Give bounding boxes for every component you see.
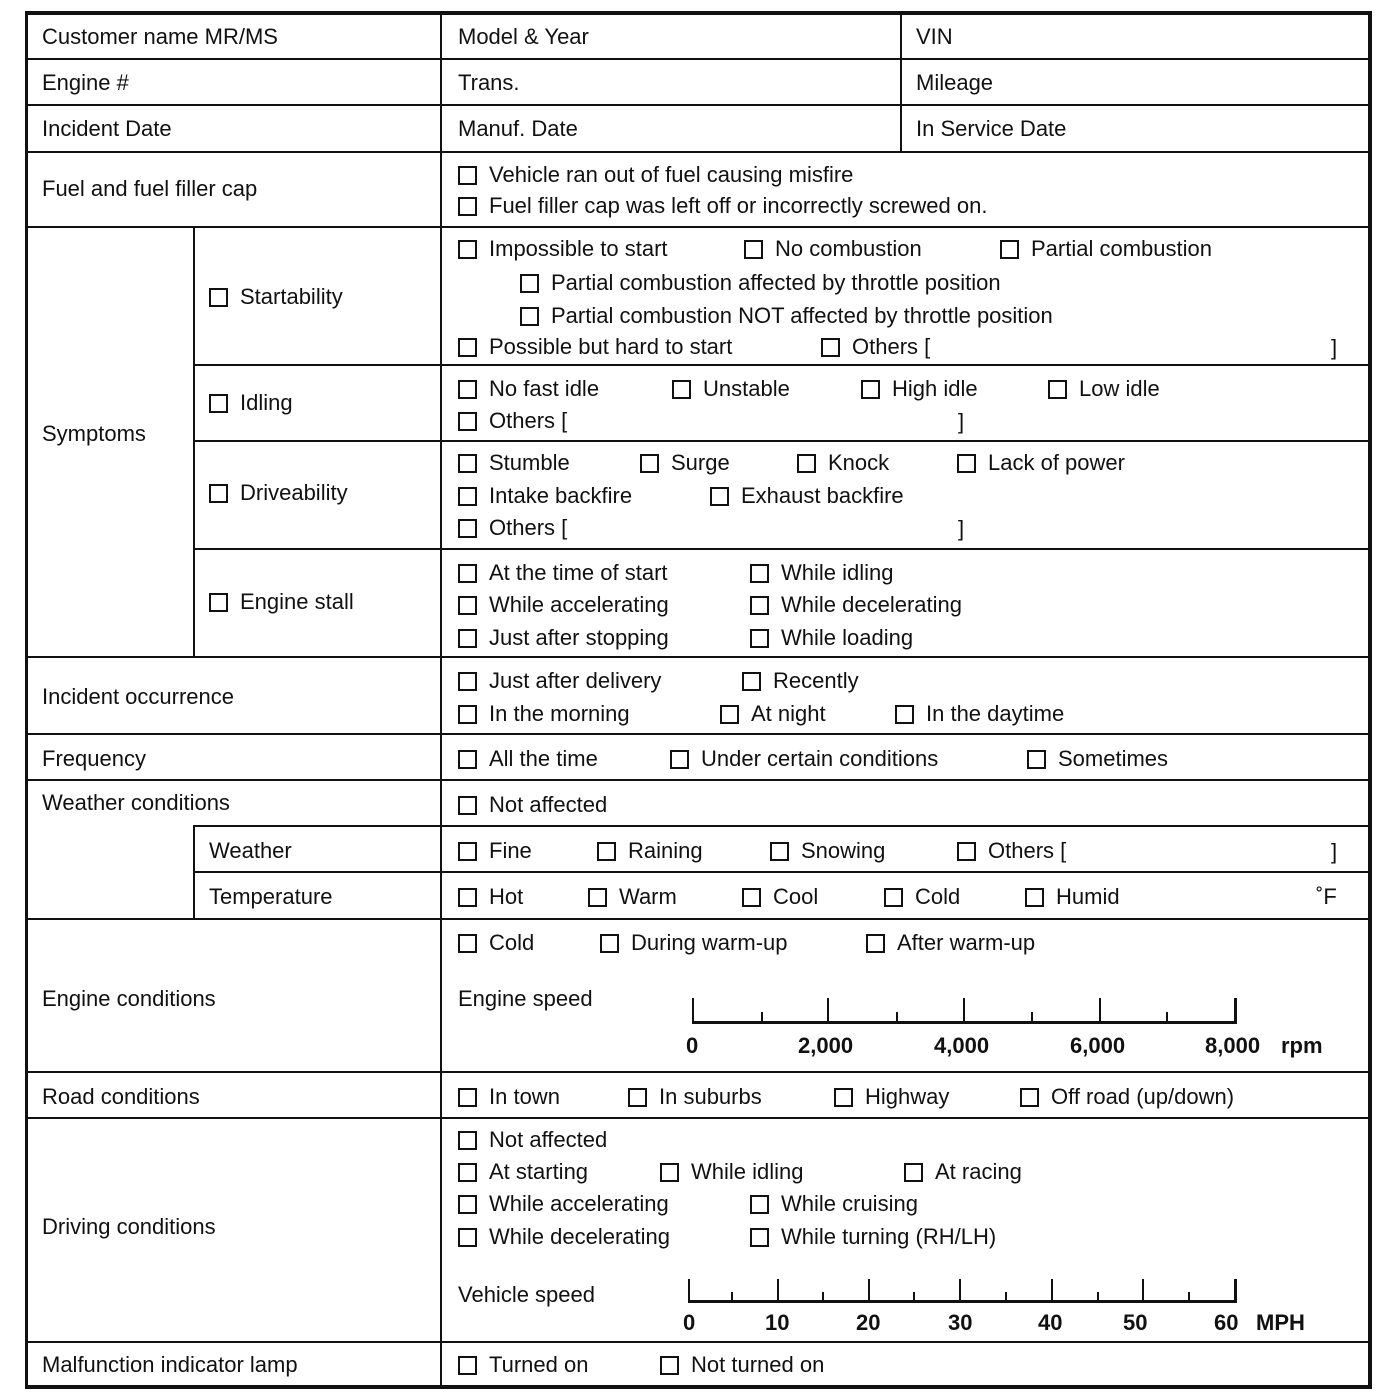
checkbox-label: While turning (RH/LH) [781, 1224, 997, 1249]
mph-unit: MPH [1256, 1310, 1305, 1335]
row-divider [25, 656, 1372, 658]
checkbox-box[interactable] [884, 888, 903, 907]
checkbox-label: Others [ [489, 515, 568, 540]
rpm-tick-major [692, 998, 694, 1023]
checkbox-box[interactable] [1025, 888, 1044, 907]
weather-label: Weather [209, 838, 292, 863]
checkbox-box[interactable] [742, 888, 761, 907]
symptoms-label: Symptoms [42, 421, 146, 446]
no-combustion-checkbox[interactable] [744, 236, 922, 262]
mph-tick-minor [731, 1292, 733, 1302]
mph-tick-label: 40 [1038, 1310, 1063, 1335]
startability-others-checkbox[interactable] [821, 334, 930, 360]
sub-row-divider [193, 364, 1372, 366]
checkbox-box[interactable] [458, 1195, 477, 1214]
intake-backfire-checkbox[interactable] [458, 483, 632, 509]
checkbox-label: No combustion [775, 236, 922, 261]
warm-checkbox[interactable] [588, 884, 677, 910]
customer-name-label: Customer name MR/MS [42, 24, 278, 49]
checkbox-box[interactable] [1000, 240, 1019, 259]
checkbox-label: Intake backfire [489, 483, 633, 508]
sub-row-divider [193, 440, 1372, 442]
mph-scale-axis [688, 1300, 1237, 1303]
checkbox-box[interactable] [458, 197, 477, 216]
column-divider [440, 11, 442, 1389]
row-divider [25, 1341, 1372, 1343]
driving-conditions-label: Driving conditions [42, 1214, 216, 1239]
impossible-to-start-checkbox[interactable] [458, 236, 668, 262]
checkbox-box[interactable] [821, 338, 840, 357]
idling-checkbox[interactable] [209, 390, 293, 416]
checkbox-box[interactable] [628, 1088, 647, 1107]
sometimes-checkbox[interactable] [1027, 746, 1168, 772]
frame-top [25, 11, 1372, 15]
checkbox-label: While loading [781, 625, 914, 650]
checkbox-box[interactable] [957, 454, 976, 473]
trans-label: Trans. [458, 70, 520, 95]
rpm-tick-major [1099, 998, 1101, 1023]
under-certain-conditions-checkbox[interactable] [670, 746, 938, 772]
mph-tick-label: 30 [948, 1310, 973, 1335]
raining-checkbox[interactable] [597, 838, 703, 864]
checkbox-label: Fuel filler cap was left off or incorrectly screwed on. [489, 193, 988, 218]
recently-checkbox[interactable] [742, 668, 859, 694]
row-divider [25, 918, 1372, 920]
checkbox-box[interactable] [209, 288, 228, 307]
unstable-checkbox[interactable] [672, 376, 790, 402]
checkbox-box[interactable] [797, 454, 816, 473]
checkbox-label: Under certain conditions [701, 746, 939, 771]
mph-tick-major [1142, 1279, 1144, 1302]
model-year-label: Model & Year [458, 24, 589, 49]
high-idle-checkbox[interactable] [861, 376, 978, 402]
rpm-tick-label: 8,000 [1205, 1033, 1261, 1058]
checkbox-box[interactable] [458, 380, 477, 399]
checkbox-label: Snowing [801, 838, 886, 863]
checkbox-label: Stumble [489, 450, 570, 475]
checkbox-label: Turned on [489, 1352, 589, 1377]
engine-cold-checkbox[interactable] [458, 930, 534, 956]
vin-label: VIN [916, 24, 953, 49]
checkbox-label: Just after stopping [489, 625, 669, 650]
stall-at-start-checkbox[interactable] [458, 560, 668, 586]
checkbox-box[interactable] [672, 380, 691, 399]
column-divider [900, 11, 902, 153]
mph-tick-minor [822, 1292, 824, 1302]
checkbox-label: While accelerating [489, 1191, 669, 1216]
partial-throttle-checkbox[interactable] [520, 270, 1001, 296]
row-divider [25, 1117, 1372, 1119]
snowing-checkbox[interactable] [770, 838, 885, 864]
temperature-label: Temperature [209, 884, 333, 909]
weather-conditions-label: Weather conditions [42, 790, 230, 815]
checkbox-label: Hot [489, 884, 524, 909]
driving-while-decelerating-checkbox[interactable] [458, 1224, 670, 1250]
checkbox-box[interactable] [750, 564, 769, 583]
mph-tick-label: 10 [765, 1310, 790, 1335]
engine-conditions-label: Engine conditions [42, 986, 216, 1011]
checkbox-label: While cruising [781, 1191, 918, 1216]
road-conditions-label: Road conditions [42, 1084, 200, 1109]
checkbox-box[interactable] [597, 842, 616, 861]
checkbox-label: While accelerating [489, 592, 669, 617]
checkbox-box[interactable] [660, 1163, 679, 1182]
checkbox-label: Lack of power [988, 450, 1125, 475]
idling-others-close-bracket: ] [958, 409, 965, 434]
mph-tick-label: 50 [1123, 1310, 1148, 1335]
surge-checkbox[interactable] [640, 450, 730, 476]
fuel-cap-checkbox[interactable] [458, 193, 987, 219]
weather-others-close-bracket: ] [1331, 839, 1338, 864]
checkbox-box[interactable] [209, 484, 228, 503]
driveability-others-close-bracket: ] [958, 516, 965, 541]
weather-others-checkbox[interactable] [957, 838, 1066, 864]
mil-turned-on-checkbox[interactable] [458, 1352, 588, 1378]
rpm-tick-major [827, 998, 829, 1023]
stall-while-decelerating-checkbox[interactable] [750, 592, 962, 618]
lack-of-power-checkbox[interactable] [957, 450, 1125, 476]
stall-after-stopping-checkbox[interactable] [458, 625, 669, 651]
rpm-tick-label: 0 [686, 1033, 699, 1058]
frequency-label: Frequency [42, 746, 146, 771]
checkbox-box[interactable] [209, 394, 228, 413]
checkbox-label: Others [ [852, 334, 931, 359]
checkbox-label: Warm [619, 884, 677, 909]
checkbox-box[interactable] [458, 750, 477, 769]
at-starting-checkbox[interactable] [458, 1159, 588, 1185]
column-divider [193, 825, 195, 920]
checkbox-label: Idling [240, 390, 293, 415]
checkbox-label: No fast idle [489, 376, 600, 401]
checkbox-label: Not affected [489, 1127, 608, 1152]
knock-checkbox[interactable] [797, 450, 889, 476]
checkbox-label: Recently [773, 668, 859, 693]
incident-date-label: Incident Date [42, 116, 172, 141]
at-night-checkbox[interactable] [720, 701, 826, 727]
mph-tick-major [868, 1279, 870, 1302]
checkbox-box[interactable] [458, 338, 477, 357]
checkbox-box[interactable] [458, 596, 477, 615]
in-the-daytime-checkbox[interactable] [895, 701, 1064, 727]
checkbox-box[interactable] [458, 796, 477, 815]
startability-checkbox[interactable] [209, 284, 343, 310]
checkbox-label: In town [489, 1084, 560, 1109]
checkbox-box[interactable] [458, 240, 477, 259]
checkbox-box[interactable] [834, 1088, 853, 1107]
sub-row-divider [193, 825, 1372, 827]
checkbox-label: During warm-up [631, 930, 788, 955]
checkbox-box[interactable] [750, 1195, 769, 1214]
checkbox-box[interactable] [458, 454, 477, 473]
checkbox-label: While decelerating [781, 592, 962, 617]
checkbox-box[interactable] [600, 934, 619, 953]
fuel-ran-out-checkbox[interactable] [458, 162, 853, 188]
checkbox-label: At night [751, 701, 826, 726]
checkbox-label: Off road (up/down) [1051, 1084, 1235, 1109]
mph-tick-minor [1005, 1292, 1007, 1302]
checkbox-label: While decelerating [489, 1224, 670, 1249]
frame-left [25, 11, 28, 1389]
after-warm-up-checkbox[interactable] [866, 930, 1035, 956]
checkbox-box[interactable] [458, 888, 477, 907]
checkbox-label: Partial combustion affected by throttle position [551, 270, 1001, 295]
frame-right [1368, 11, 1372, 1389]
checkbox-box[interactable] [866, 934, 885, 953]
all-the-time-checkbox[interactable] [458, 746, 598, 772]
off-road-checkbox[interactable] [1020, 1084, 1234, 1110]
checkbox-box[interactable] [458, 1228, 477, 1247]
checkbox-label: Just after delivery [489, 668, 662, 693]
row-divider [25, 58, 1372, 60]
rpm-tick-label: 2,000 [798, 1033, 854, 1058]
checkbox-label: Startability [240, 284, 343, 309]
checkbox-box[interactable] [670, 750, 689, 769]
checkbox-box[interactable] [895, 705, 914, 724]
checkbox-box[interactable] [458, 1356, 477, 1375]
checkbox-label: At the time of start [489, 560, 668, 585]
column-divider [193, 226, 195, 658]
mil-not-turned-on-checkbox[interactable] [660, 1352, 824, 1378]
partial-not-throttle-checkbox[interactable] [520, 303, 1053, 329]
checkbox-label: In the daytime [926, 701, 1065, 726]
checkbox-box[interactable] [458, 1131, 477, 1150]
checkbox-label: Not affected [489, 792, 608, 817]
checkbox-box[interactable] [458, 487, 477, 506]
rpm-tick-major [1234, 998, 1237, 1023]
no-fast-idle-checkbox[interactable] [458, 376, 599, 402]
in-town-checkbox[interactable] [458, 1084, 560, 1110]
checkbox-label: Surge [671, 450, 730, 475]
row-divider [25, 733, 1372, 735]
rpm-tick-minor [1031, 1012, 1033, 1023]
idling-others-checkbox[interactable] [458, 408, 567, 434]
checkbox-box[interactable] [861, 380, 880, 399]
checkbox-box[interactable] [458, 705, 477, 724]
in-suburbs-checkbox[interactable] [628, 1084, 762, 1110]
humid-checkbox[interactable] [1025, 884, 1120, 910]
checkbox-label: Fine [489, 838, 532, 863]
mph-tick-label: 60 [1214, 1310, 1239, 1335]
during-warm-up-checkbox[interactable] [600, 930, 788, 956]
driveability-checkbox[interactable] [209, 480, 348, 506]
in-the-morning-checkbox[interactable] [458, 701, 630, 727]
low-idle-checkbox[interactable] [1048, 376, 1160, 402]
checkbox-box[interactable] [1020, 1088, 1039, 1107]
checkbox-box[interactable] [458, 519, 477, 538]
checkbox-label: Partial combustion NOT affected by throttle position [551, 303, 1053, 328]
checkbox-box[interactable] [750, 596, 769, 615]
checkbox-label: Sometimes [1058, 746, 1169, 771]
checkbox-box[interactable] [458, 1088, 477, 1107]
checkbox-label: Partial combustion [1031, 236, 1212, 261]
checkbox-label: Low idle [1079, 376, 1160, 401]
frame-bottom [25, 1385, 1372, 1389]
rpm-tick-label: 6,000 [1070, 1033, 1126, 1058]
checkbox-label: While idling [781, 560, 894, 585]
driving-while-idling-checkbox[interactable] [660, 1159, 804, 1185]
hard-to-start-checkbox[interactable] [458, 334, 732, 360]
checkbox-box[interactable] [458, 629, 477, 648]
checkbox-box[interactable] [458, 672, 477, 691]
mph-tick-minor [1188, 1292, 1190, 1302]
sub-row-divider [193, 871, 1372, 873]
checkbox-box[interactable] [1027, 750, 1046, 769]
rpm-unit: rpm [1281, 1033, 1323, 1058]
mph-tick-major [1051, 1279, 1053, 1302]
mil-label: Malfunction indicator lamp [42, 1352, 298, 1377]
cool-checkbox[interactable] [742, 884, 818, 910]
engine-number-label: Engine # [42, 70, 129, 95]
row-divider [25, 1071, 1372, 1073]
driveability-others-checkbox[interactable] [458, 515, 567, 541]
checkbox-label: High idle [892, 376, 978, 401]
checkbox-label: Engine stall [240, 589, 354, 614]
mph-tick-minor [1097, 1292, 1099, 1302]
mph-tick-major [777, 1279, 779, 1302]
stall-while-accelerating-checkbox[interactable] [458, 592, 669, 618]
checkbox-box[interactable] [209, 593, 228, 612]
stumble-checkbox[interactable] [458, 450, 570, 476]
checkbox-box[interactable] [770, 842, 789, 861]
checkbox-box[interactable] [458, 842, 477, 861]
checkbox-box[interactable] [750, 1228, 769, 1247]
checkbox-label: Others [ [489, 408, 568, 433]
row-divider [25, 104, 1372, 106]
checkbox-label: Cold [915, 884, 961, 909]
rpm-tick-major [963, 998, 965, 1023]
checkbox-box[interactable] [744, 240, 763, 259]
while-cruising-checkbox[interactable] [750, 1191, 918, 1217]
driving-not-affected-checkbox[interactable] [458, 1127, 607, 1153]
checkbox-box[interactable] [458, 412, 477, 431]
cold-temp-checkbox[interactable] [884, 884, 960, 910]
checkbox-label: At racing [935, 1159, 1022, 1184]
in-service-date-label: In Service Date [916, 116, 1067, 141]
checkbox-label: Knock [828, 450, 890, 475]
checkbox-box[interactable] [742, 672, 761, 691]
checkbox-box[interactable] [458, 564, 477, 583]
while-turning-checkbox[interactable] [750, 1224, 996, 1250]
checkbox-box[interactable] [520, 274, 539, 293]
engine-speed-label: Engine speed [458, 986, 593, 1011]
rpm-tick-minor [761, 1012, 763, 1023]
mph-tick-major [1234, 1279, 1237, 1302]
checkbox-label: Driveability [240, 480, 348, 505]
stall-while-loading-checkbox[interactable] [750, 625, 913, 651]
checkbox-label: Cool [773, 884, 819, 909]
checkbox-label: Cold [489, 930, 535, 955]
engine-stall-checkbox[interactable] [209, 589, 354, 615]
partial-combustion-checkbox[interactable] [1000, 236, 1212, 262]
mph-tick-label: 20 [856, 1310, 881, 1335]
manuf-date-label: Manuf. Date [458, 116, 578, 141]
vehicle-speed-label: Vehicle speed [458, 1282, 595, 1307]
rpm-tick-label: 4,000 [934, 1033, 990, 1058]
rpm-tick-minor [896, 1012, 898, 1023]
checkbox-box[interactable] [588, 888, 607, 907]
checkbox-label: In suburbs [659, 1084, 762, 1109]
mph-tick-major [688, 1279, 690, 1302]
checkbox-label: In the morning [489, 701, 630, 726]
checkbox-label: Vehicle ran out of fuel causing misfire [489, 162, 854, 187]
checkbox-box[interactable] [720, 705, 739, 724]
row-divider [25, 226, 1372, 228]
checkbox-box[interactable] [957, 842, 976, 861]
driving-while-accelerating-checkbox[interactable] [458, 1191, 669, 1217]
highway-checkbox[interactable] [834, 1084, 949, 1110]
checkbox-label: After warm-up [897, 930, 1036, 955]
checkbox-box[interactable] [520, 307, 539, 326]
row-divider [25, 779, 1372, 781]
row-divider [25, 151, 1372, 153]
sub-row-divider [193, 548, 1372, 550]
checkbox-box[interactable] [458, 166, 477, 185]
checkbox-box[interactable] [1048, 380, 1067, 399]
at-racing-checkbox[interactable] [904, 1159, 1022, 1185]
checkbox-box[interactable] [660, 1356, 679, 1375]
checkbox-label: Unstable [703, 376, 790, 401]
fuel-label: Fuel and fuel filler cap [42, 176, 258, 201]
rpm-tick-minor [1166, 1012, 1168, 1023]
checkbox-label: At starting [489, 1159, 589, 1184]
checkbox-label: Possible but hard to start [489, 334, 733, 359]
exhaust-backfire-checkbox[interactable] [710, 483, 904, 509]
checkbox-label: Others [ [988, 838, 1067, 863]
checkbox-box[interactable] [904, 1163, 923, 1182]
just-after-delivery-checkbox[interactable] [458, 668, 661, 694]
checkbox-label: Exhaust backfire [741, 483, 904, 508]
checkbox-label: All the time [489, 746, 598, 771]
incident-occurrence-label: Incident occurrence [42, 684, 234, 709]
mileage-label: Mileage [916, 70, 994, 95]
checkbox-label: Impossible to start [489, 236, 668, 261]
checkbox-label: Highway [865, 1084, 950, 1109]
stall-while-idling-checkbox[interactable] [750, 560, 894, 586]
checkbox-label: Humid [1056, 884, 1120, 909]
checkbox-box[interactable] [710, 487, 729, 506]
checkbox-box[interactable] [458, 934, 477, 953]
checkbox-label: Not turned on [691, 1352, 825, 1377]
mph-tick-minor [913, 1292, 915, 1302]
mph-tick-major [959, 1279, 961, 1302]
mph-tick-label: 0 [683, 1310, 696, 1335]
checkbox-box[interactable] [640, 454, 659, 473]
checkbox-box[interactable] [750, 629, 769, 648]
startability-others-close-bracket: ] [1331, 335, 1338, 360]
fahrenheit-unit: ˚F [1316, 884, 1337, 909]
checkbox-label: Raining [628, 838, 703, 863]
checkbox-box[interactable] [458, 1163, 477, 1182]
fine-checkbox[interactable] [458, 838, 532, 864]
hot-checkbox[interactable] [458, 884, 523, 910]
weather-not-affected-checkbox[interactable] [458, 792, 607, 818]
checkbox-label: While idling [691, 1159, 804, 1184]
